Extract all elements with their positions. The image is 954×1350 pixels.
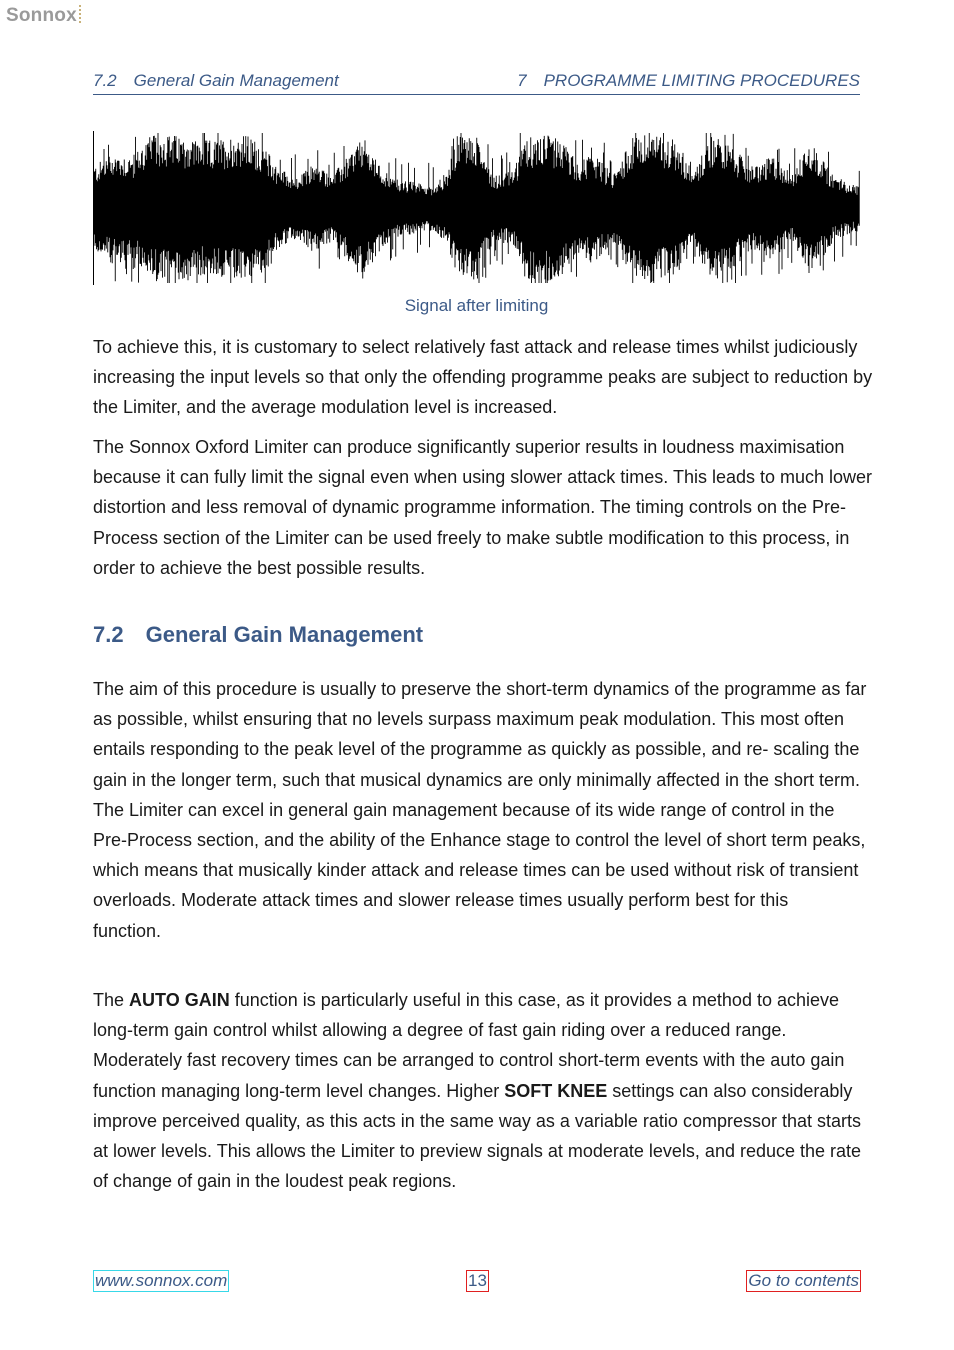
auto-gain-term: AUTO GAIN bbox=[129, 990, 230, 1010]
header-chapter-title: PROGRAMME LIMITING PROCEDURES bbox=[543, 71, 860, 90]
paragraph-2: The Sonnox Oxford Limiter can produce significantly superior results in loudness maximisation because it can fully limit the signal even when using slower attack times. This leads to much lower distortion and less removal of dynamic programme information. The timing controls on the Pre-Process section of the Limiter can be used freely to make subtle modification to this process, in order to achieve the best possible results. bbox=[93, 437, 873, 578]
logo-dots-icon bbox=[79, 5, 81, 23]
logo-text: Sonnox bbox=[6, 5, 77, 26]
section-heading bbox=[93, 622, 423, 648]
header-section-number: 7.2 bbox=[93, 71, 117, 90]
section-title: General Gain Management bbox=[145, 622, 424, 647]
header-left bbox=[93, 71, 339, 91]
paragraph-3 bbox=[93, 674, 873, 946]
paragraph-4-text: settings can also considerably improve perceived quality, as this acts in the same way as a variable ratio compressor that starts at lower levels. This allows the Limiter to preview signals at moderate levels, and reduce the rate of change of gain in the loudest peak regions. bbox=[93, 1080, 862, 1192]
limited-signal-waveform bbox=[93, 131, 860, 285]
running-header bbox=[93, 70, 860, 95]
website-link[interactable]: www.sonnox.com bbox=[95, 1271, 228, 1290]
soft-knee-term: SOFT KNEE bbox=[504, 1080, 608, 1101]
paragraph-3-main: The aim of this procedure is usually to preserve the short-term dynamics of the programme as far as possible, whilst ensuring that no levels surpass maximum peak modulation. This most often entails responding to the peak level of the programme as quickly as possible, and re- scaling the gain in the longer term, such that musical dynamics are only minimally affected in the short term. The Limiter can excel in general gain management because of its wide range of control in the Pre-Process section, and the ability of the Enhance stage to control the level of short term peaks, which means that musically kinder attack and release times can be used without risk of transient overloads. Moderate attack times and slower release times usually perform best for this bbox=[93, 679, 867, 911]
paragraph-3-end: function. bbox=[93, 920, 162, 941]
sonnox-logo bbox=[6, 5, 81, 27]
page-number-link[interactable]: 13 bbox=[468, 1271, 487, 1290]
figure-caption: Signal after limiting bbox=[404, 296, 549, 315]
header-chapter-number: 7 bbox=[517, 71, 527, 90]
paragraph-4-text: The bbox=[93, 990, 130, 1010]
waveform-trace bbox=[94, 133, 860, 283]
section-number: 7.2 bbox=[93, 622, 124, 647]
paragraph-4-text: function is particularly useful in this case, as it provides a method to achieve long-term gain control whilst allowing a degree of fast gain riding over a reduced range. Moderately fast recovery times can be arranged to control short-term events with the auto gain function managing long-term level changes. Higher bbox=[93, 990, 845, 1101]
paragraph-1: To achieve this, it is customary to select relatively fast attack and release times whilst judiciously increasing the input levels so that only the offending programme peaks are subject to reduction by the Limiter, and the average modulation level is increased. bbox=[93, 337, 873, 418]
paragraph-4 bbox=[93, 985, 873, 1196]
header-section-title: General Gain Management bbox=[133, 71, 339, 90]
header-right bbox=[517, 71, 860, 91]
go-to-contents-link[interactable]: Go to contents bbox=[748, 1271, 859, 1290]
